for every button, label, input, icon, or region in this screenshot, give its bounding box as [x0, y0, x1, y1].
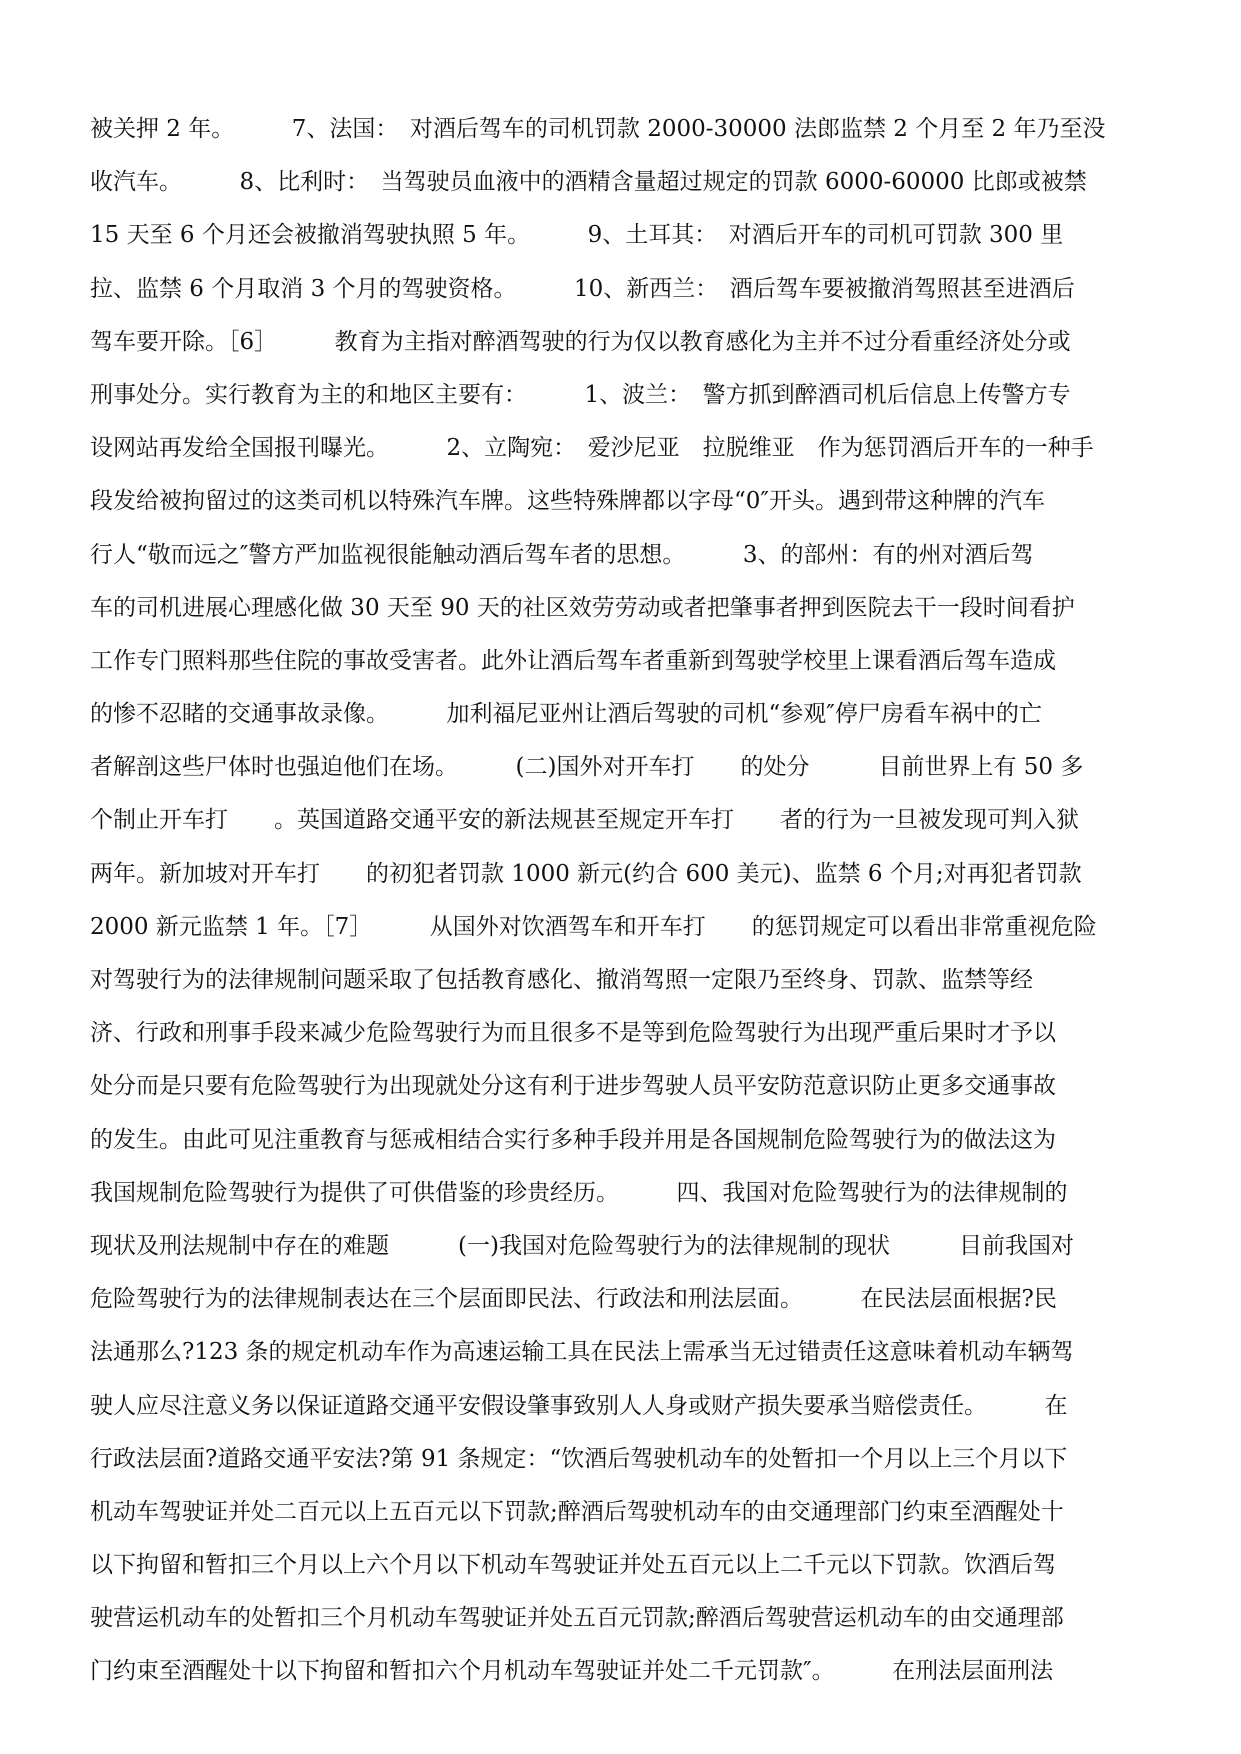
text-line: 我国规制危险驾驶行为提供了可供借鉴的珍贵经历。 四、我国对危险驾驶行为的法律规制的 — [90, 1179, 1068, 1206]
text-line: 的惨不忍睹的交通事故录像。 加利福尼亚州让酒后驾驶的司机“参观″停尸房看车祸中的亡 — [90, 701, 1042, 728]
text-line: 段发给被拘留过的这类司机以特殊汽车牌。这些特殊牌都以字母“0″开头。遇到带这种牌的汽车 — [90, 488, 1045, 515]
text-line: 法通那么?123 条的规定机动车作为高速运输工具在民法上需承当无过错责任这意味着机动车辆驾 — [90, 1339, 1074, 1366]
text-line: 驾车要开除。［6］ 教育为主指对醉酒驾驶的行为仅以教育感化为主并不过分看重经济处分或 — [90, 328, 1071, 355]
text-line: 车的司机进展心理感化做 30 天至 90 天的社区效劳劳动或者把肇事者押到医院去干一段时间看护 — [90, 594, 1075, 621]
text-line: 收汽车。 8、比利时： 当驾驶员血液中的酒精含量超过规定的罚款 6000-60000 比郎或被禁 — [90, 169, 1087, 196]
text-line: 者解剖这些尸体时也强迫他们在场。 (二)国外对开车打 的处分 目前世界上有 50 多 — [90, 754, 1084, 781]
text-line: 处分而是只要有危险驾驶行为出现就处分这有利于进步驾驶人员平安防范意识防止更多交通事故 — [90, 1073, 1056, 1100]
text-line: 刑事处分。实行教育为主的和地区主要有： 1、波兰： 警方抓到醉酒司机后信息上传警方专 — [90, 381, 1071, 408]
text-line: 被关押 2 年。 7、法国： 对酒后驾车的司机罚款 2000-30000 法郎监禁 2 个月至 2 年乃至没 — [90, 116, 1106, 142]
body-text — [90, 103, 1152, 1699]
text-line: 对驾驶行为的法律规制问题采取了包括教育感化、撤消驾照一定限乃至终身、罚款、监禁等经 — [90, 967, 1033, 993]
text-line: 现状及刑法规制中存在的难题 (一)我国对危险驾驶行为的法律规制的现状 目前我国对 — [90, 1232, 1074, 1259]
text-line: 驶营运机动车的处暂扣三个月机动车驾驶证并处五百元罚款;醉酒后驾驶营运机动车的由交通理部 — [90, 1605, 1064, 1632]
text-line: 以下拘留和暂扣三个月以上六个月以下机动车驾驶证并处五百元以上二千元以下罚款。饮酒后驾 — [90, 1552, 1056, 1579]
text-line: 个制止开车打 。英国道路交通平安的新法规甚至规定开车打 者的行为一旦被发现可判入狱 — [90, 807, 1079, 834]
text-line: 拉、监禁 6 个月取消 3 个月的驾驶资格。 10、新西兰： 酒后驾车要被撤消驾照甚至进酒后 — [90, 275, 1075, 302]
text-line: 门约束至酒醒处十以下拘留和暂扣六个月机动车驾驶证并处二千元罚款″。 在刑法层面刑法 — [90, 1658, 1054, 1685]
text-line: 的发生。由此可见注重教育与惩戒相结合实行多种手段并用是各国规制危险驾驶行为的做法这为 — [90, 1126, 1056, 1153]
text-line: 行政法层面?道路交通平安法?第 91 条规定：“饮酒后驾驶机动车的处暂扣一个月以上三个月以下 — [90, 1445, 1068, 1472]
text-line: 驶人应尽注意义务以保证道路交通平安假设肇事致别人人身或财产损失要承当赔偿责任。 在 — [90, 1392, 1068, 1419]
text-line: 机动车驾驶证并处二百元以上五百元以下罚款;醉酒后驾驶机动车的由交通理部门约束至酒醒处十 — [90, 1498, 1064, 1525]
text-line: 工作专门照料那些住院的事故受害者。此外让酒后驾车者重新到驾驶学校里上课看酒后驾车造成 — [90, 647, 1056, 674]
text-line: 济、行政和刑事手段来减少危险驾驶行为而且很多不是等到危险驾驶行为出现严重后果时才予以 — [90, 1020, 1056, 1047]
text-line: 15 天至 6 个月还会被撤消驾驶执照 5 年。 9、土耳其： 对酒后开车的司机可罚款 300 里 — [90, 222, 1064, 249]
text-line: 行人“敬而远之″警方严加监视很能触动酒后驾车者的思想。 3、的部州：有的州对酒后驾 — [90, 541, 1034, 568]
text-line: 危险驾驶行为的法律规制表达在三个层面即民法、行政法和刑法层面。 在民法层面根据?民 — [90, 1286, 1057, 1313]
text-line: 2000 新元监禁 1 年。［7］ 从国外对饮酒驾车和开车打 的惩罚规定可以看出非常重视危险 — [90, 913, 1097, 940]
text-line: 设网站再发给全国报刊曝光。 2、立陶宛： 爱沙尼亚 拉脱维亚 作为惩罚酒后开车的一种手 — [90, 435, 1094, 462]
text-line: 两年。新加坡对开车打 的初犯者罚款 1000 新元(约合 600 美元)、监禁 6 个月;对再犯者罚款 — [90, 860, 1082, 887]
